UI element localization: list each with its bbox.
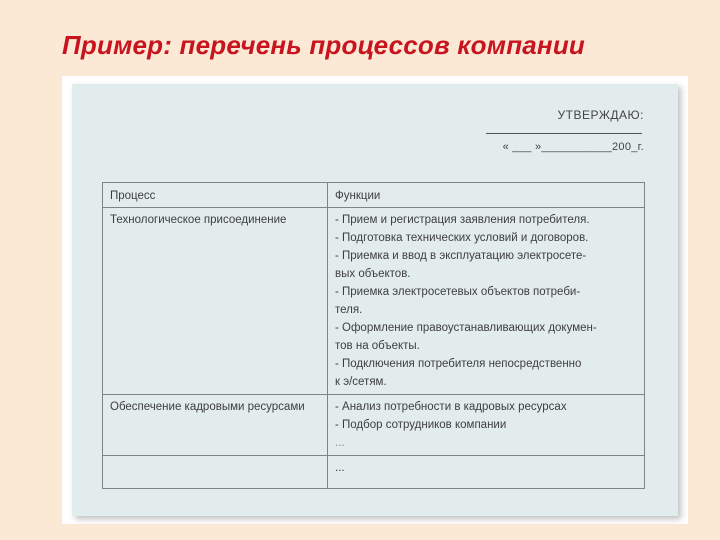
table-row bbox=[103, 456, 645, 489]
function-item: тов на объекты. bbox=[335, 340, 420, 352]
function-item: - Прием и регистрация заявления потребителя. bbox=[335, 214, 590, 226]
function-item: вых объектов. bbox=[335, 268, 411, 280]
process-list-document bbox=[72, 84, 678, 516]
date-line: « ___ »___________200_г. bbox=[502, 141, 644, 153]
process-cell: Обеспечение кадровыми ресурсами bbox=[103, 395, 328, 456]
functions-cell bbox=[328, 208, 645, 395]
process-cell bbox=[103, 456, 328, 489]
ellipsis: ... bbox=[335, 437, 345, 449]
process-cell: Технологическое присоединение bbox=[103, 208, 328, 395]
function-item: теля. bbox=[335, 304, 363, 316]
function-item: - Приемка и ввод в эксплуатацию электросете- bbox=[335, 250, 587, 262]
functions-cell bbox=[328, 456, 645, 489]
function-item: - Подбор сотрудников компании bbox=[335, 419, 507, 431]
functions-cell bbox=[328, 395, 645, 456]
function-item: - Подключения потребителя непосредственно bbox=[335, 358, 582, 370]
approve-label: УТВЕРЖДАЮ: bbox=[557, 108, 644, 122]
signature-line bbox=[486, 133, 642, 134]
function-item: - Приемка электросетевых объектов потреби- bbox=[335, 286, 581, 298]
ellipsis: ... bbox=[335, 462, 345, 474]
header-process: Процесс bbox=[103, 183, 328, 208]
function-item: - Подготовка технических условий и договоров. bbox=[335, 232, 589, 244]
function-item: к э/сетям. bbox=[335, 376, 387, 388]
slide-title: Пример: перечень процессов компании bbox=[62, 30, 586, 60]
table-row bbox=[103, 208, 645, 395]
function-item: - Оформление правоустанавливающих докумен- bbox=[335, 322, 597, 334]
header-functions: Функции bbox=[328, 183, 645, 208]
process-table bbox=[102, 182, 645, 489]
table-header-row bbox=[103, 183, 645, 208]
table-row bbox=[103, 395, 645, 456]
function-item: - Анализ потребности в кадровых ресурсах bbox=[335, 401, 567, 413]
